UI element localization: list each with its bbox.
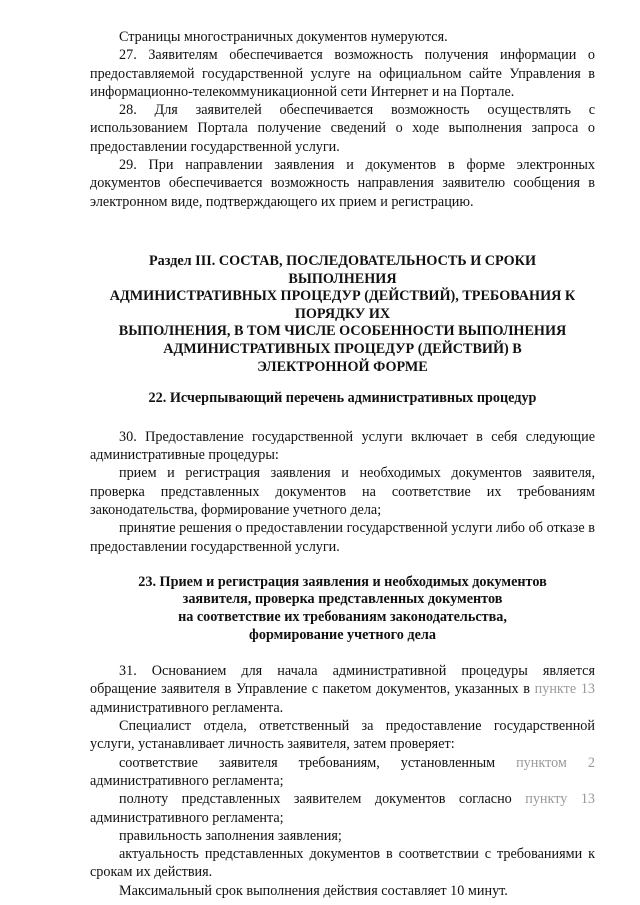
paragraph-27: 27. Заявителям обеспечивается возможность получения информации о предоставляемой государственной услуге на официальном сайте Управления в информационно-телекоммуникационной сети Интернет и на Портале. — [90, 47, 595, 100]
paragraph-28: 28. Для заявителей обеспечивается возможность осуществлять с использованием Портала получение сведений о ходе выполнения запроса о предоставлении государственной услуги. — [90, 102, 595, 155]
section-title-line: ВЫПОЛНЕНИЯ, В ТОМ ЧИСЛЕ ОСОБЕННОСТИ ВЫПОЛНЕНИЯ — [118, 323, 567, 340]
section-title-line: ЭЛЕКТРОННОЙ ФОРМЕ — [257, 358, 428, 375]
section-title-line: ВЫПОЛНЕНИЯ — [288, 270, 397, 287]
reference-link-point-2[interactable]: пунктом 2 — [516, 754, 595, 771]
paragraph-max-time: Максимальный срок выполнения действия составляет 10 минут. — [119, 882, 508, 899]
paragraph-31: 31. Основанием для начала административной процедуры является обращение заявителя в Управление с пакетом документов, указанных в пункте 13 административного регламента. — [90, 663, 596, 716]
paragraph-29: 29. При направлении заявления и документов в форме электронных документов обеспечивается возможность направления заявителю сообщения в электронном виде, подтверждающего их прием и регистрацию. — [90, 157, 595, 210]
section-title-line: АДМИНИСТРАТИВНЫХ ПРОЦЕДУР (ДЕЙСТВИЙ), ТРЕБОВАНИЯ К — [109, 288, 576, 305]
check-item-completeness: полноту представленных заявителем документов согласно пункту 13 административного регламента; — [90, 791, 596, 826]
subsection-23-heading-line: на соответствие их требованиям законодательства, — [178, 608, 507, 625]
section-title-line: АДМИНИСТРАТИВНЫХ ПРОЦЕДУР (ДЕЙСТВИЙ) В — [163, 340, 522, 357]
subsection-23-heading-line: заявителя, проверка представленных документов — [182, 591, 503, 608]
reference-link-point-13[interactable]: пункте 13 — [534, 681, 596, 698]
document-page — [90, 28, 595, 900]
list-item-procedure: прием и регистрация заявления и необходимых документов заявителя, проверка представленных документов на соответствие их требованиям законодательства, формирование учетного дела; — [90, 465, 595, 518]
section-title — [90, 253, 595, 376]
subsection-22-heading: 22. Исчерпывающий перечень административных процедур — [148, 390, 537, 407]
section-title-line: Раздел III. СОСТАВ, ПОСЛЕДОВАТЕЛЬНОСТЬ И СРОКИ — [149, 252, 536, 269]
reference-link-point-13[interactable]: пункту 13 — [525, 791, 596, 808]
check-item-correctness: правильность заполнения заявления; — [119, 827, 342, 844]
paragraph-30: 30. Предоставление государственной услуги включает в себя следующие административные процедуры: — [90, 428, 595, 464]
list-item-procedure: принятие решения о предоставлении государственной услуги либо об отказе в предоставлении государственной услуги. — [90, 520, 595, 555]
subsection-23-heading-line: формирование учетного дела — [249, 626, 436, 643]
subsection-23-heading — [90, 574, 595, 644]
check-item-relevance: актуальность представленных документов в соответствии с требованиями к срокам их действия. — [90, 846, 595, 881]
paragraph-pages-numbered: Страницы многостраничных документов нумеруются. — [119, 29, 448, 45]
subsection-23-heading-line: 23. Прием и регистрация заявления и необходимых документов — [138, 573, 547, 590]
section-title-line: ПОРЯДКУ ИХ — [294, 305, 391, 322]
paragraph-specialist: Специалист отдела, ответственный за предоставление государственной услуги, устанавливает личность заявителя, затем проверяет: — [90, 718, 595, 753]
check-item-compliance: соответствие заявителя требованиям, установленным пунктом 2 административного регламента; — [90, 754, 595, 789]
